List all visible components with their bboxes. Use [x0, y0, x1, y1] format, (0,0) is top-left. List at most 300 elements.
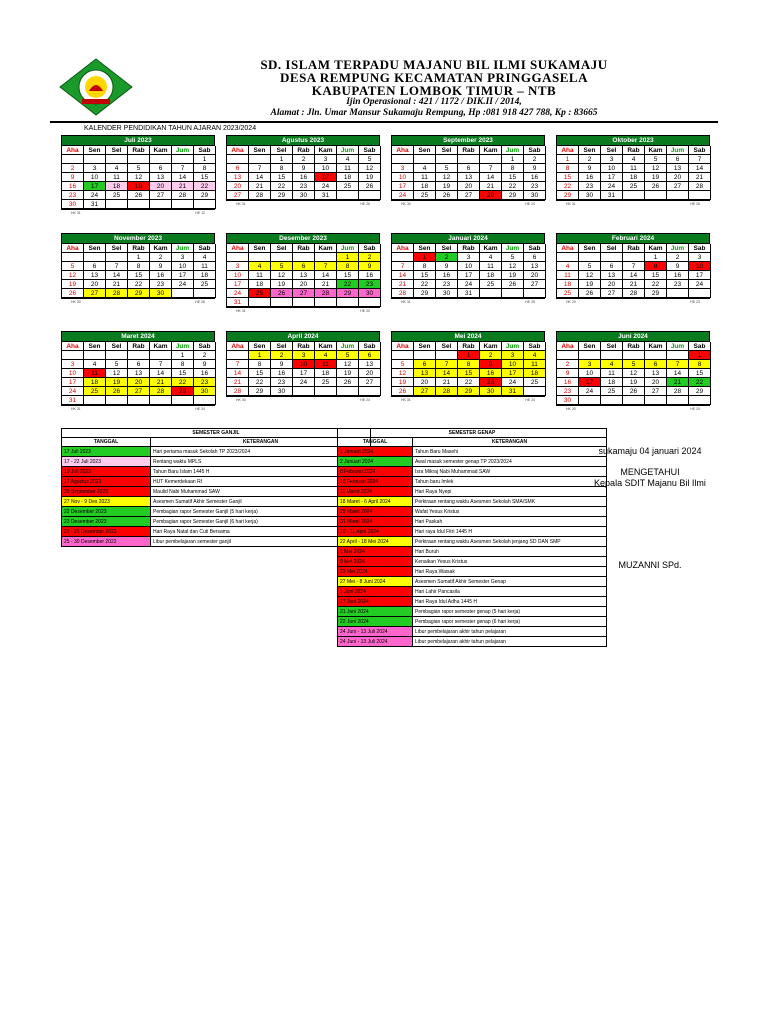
day-cell: 28: [436, 387, 458, 396]
hk-label: HK 30: [71, 300, 81, 304]
day-cell: 21: [172, 182, 194, 191]
day-cell: 5: [436, 164, 458, 173]
event-description: Perkiraan rentang waktu Asesmen Sekolah jenjang SD DAN SMP: [413, 537, 607, 547]
day-cell: 18: [337, 173, 359, 182]
day-cell: 25: [106, 191, 128, 200]
day-cell: 6: [414, 360, 436, 369]
day-cell: 18: [623, 173, 645, 182]
day-cell: 11: [480, 262, 502, 271]
day-cell: 9: [667, 262, 689, 271]
day-cell: 16: [359, 271, 381, 280]
day-cell: 29: [458, 387, 480, 396]
day-cell: 17: [227, 280, 249, 289]
day-cell: 26: [62, 289, 84, 298]
day-cell: 18: [480, 271, 502, 280]
day-name: Sel: [601, 244, 623, 253]
day-cell: 15: [414, 271, 436, 280]
day-cell: 14: [436, 369, 458, 378]
day-cell: 13: [128, 369, 150, 378]
day-cell: 28: [249, 191, 271, 200]
day-cell: 4: [249, 262, 271, 271]
empty-cell: [359, 298, 381, 307]
event-date: 19 Juli 2023: [62, 467, 151, 477]
month-grid: [226, 342, 380, 396]
month-grid: [61, 244, 215, 298]
empty-cell: [194, 289, 216, 298]
month-workday-count: [61, 209, 215, 216]
day-cell: 6: [84, 262, 106, 271]
day-cell: 22: [557, 182, 579, 191]
school-address: Alamat : Jln. Umar Mansur Sukamaju Rempung, Hp :081 918 427 788, Kp : 83665: [270, 108, 598, 118]
day-cell: 18: [414, 182, 436, 191]
day-cell: 11: [337, 164, 359, 173]
calendar-title: KALENDER PENDIDIKAN TAHUN AJARAN 2023/2024: [84, 125, 257, 132]
day-cell: 10: [392, 173, 414, 182]
empty-cell: [392, 253, 414, 262]
event-date: 22 Juni 2024: [338, 617, 413, 627]
day-cell: 23: [150, 280, 172, 289]
day-cell: 13: [293, 271, 315, 280]
hk-label: HK 31: [71, 211, 81, 215]
empty-cell: [315, 253, 337, 262]
day-cell: 1: [271, 155, 293, 164]
empty-cell: [172, 200, 194, 209]
empty-cell: [623, 396, 645, 405]
day-cell: 12: [359, 164, 381, 173]
month-calendar: [391, 331, 545, 403]
day-name: Sel: [436, 244, 458, 253]
empty-cell: [601, 396, 623, 405]
day-cell: 23: [62, 191, 84, 200]
day-cell: 2: [436, 253, 458, 262]
day-cell: 30: [194, 387, 216, 396]
signature-name: MUZANNI SPd.: [618, 560, 682, 570]
day-cell: 7: [249, 164, 271, 173]
empty-cell: [480, 289, 502, 298]
day-cell: 2: [667, 253, 689, 262]
day-cell: 16: [436, 271, 458, 280]
empty-cell: [84, 396, 106, 405]
day-cell: 30: [557, 396, 579, 405]
day-name: Jum: [502, 244, 524, 253]
day-cell: 30: [480, 387, 502, 396]
day-cell: 25: [601, 387, 623, 396]
month-title: April 2024: [226, 331, 380, 342]
empty-cell: [227, 351, 249, 360]
day-cell: 16: [667, 271, 689, 280]
day-name: Sab: [524, 146, 546, 155]
day-cell: 12: [62, 271, 84, 280]
day-cell: 21: [315, 280, 337, 289]
empty-cell: [667, 396, 689, 405]
event-description: Tahun Baru Masehi: [413, 447, 607, 457]
event-date: 22 April - 18 Mei 2024: [338, 537, 413, 547]
he-label: HE 12: [195, 211, 205, 215]
event-row: [338, 497, 607, 507]
empty-cell: [249, 155, 271, 164]
day-name: Sen: [84, 342, 106, 351]
day-cell: 12: [271, 271, 293, 280]
signature-mengetahui: MENGETAHUI: [620, 467, 680, 477]
event-description: Hari Buruh: [413, 547, 607, 557]
day-cell: 11: [194, 262, 216, 271]
empty-cell: [601, 351, 623, 360]
day-name: Jum: [172, 244, 194, 253]
day-cell: 29: [502, 191, 524, 200]
day-cell: 16: [271, 369, 293, 378]
he-label: HE 24: [525, 202, 535, 206]
day-cell: 10: [689, 262, 711, 271]
day-cell: 30: [62, 200, 84, 209]
day-cell: 14: [150, 369, 172, 378]
day-name: Sel: [436, 146, 458, 155]
empty-cell: [194, 396, 216, 405]
day-name: Jum: [667, 342, 689, 351]
day-name: Sab: [194, 146, 216, 155]
day-name: Sel: [436, 342, 458, 351]
day-cell: 14: [480, 173, 502, 182]
day-cell: 4: [315, 351, 337, 360]
empty-cell: [667, 191, 689, 200]
empty-cell: [645, 396, 667, 405]
event-description: HUT Kemerdekaan RI: [151, 477, 371, 487]
event-description: Hari Lahir Pancasila: [413, 587, 607, 597]
day-name: Sen: [414, 146, 436, 155]
event-description: Hari Raya Nyepi: [413, 487, 607, 497]
he-label: HE 26: [360, 202, 370, 206]
day-cell: 1: [502, 155, 524, 164]
event-description: Maulid Nabi Muhammad SAW: [151, 487, 371, 497]
event-date: 1 Januari 2024: [338, 447, 413, 457]
day-cell: 16: [480, 369, 502, 378]
day-cell: 22: [249, 378, 271, 387]
empty-cell: [623, 351, 645, 360]
day-cell: 8: [271, 164, 293, 173]
day-name: Jum: [667, 244, 689, 253]
day-cell: 31: [601, 191, 623, 200]
event-row: [338, 527, 607, 537]
day-cell: 4: [194, 253, 216, 262]
month-calendar: [226, 135, 380, 207]
day-cell: 21: [667, 378, 689, 387]
empty-cell: [337, 298, 359, 307]
day-name: Sab: [359, 146, 381, 155]
day-cell: 11: [249, 271, 271, 280]
day-cell: 10: [458, 262, 480, 271]
month-grid: [391, 146, 545, 200]
day-cell: 5: [359, 155, 381, 164]
day-cell: 25: [623, 182, 645, 191]
day-cell: 21: [623, 280, 645, 289]
day-cell: 26: [359, 182, 381, 191]
day-cell: 2: [557, 360, 579, 369]
day-name: Sen: [84, 244, 106, 253]
day-cell: 8: [249, 360, 271, 369]
day-cell: 11: [601, 369, 623, 378]
empty-cell: [579, 253, 601, 262]
he-label: HE 25: [525, 300, 535, 304]
day-cell: 15: [271, 173, 293, 182]
day-cell: 29: [557, 191, 579, 200]
day-cell: 27: [667, 182, 689, 191]
month-title: Februari 2024: [556, 233, 710, 244]
he-label: HE 26: [690, 202, 700, 206]
school-regency: KABUPATEN LOMBOK TIMUR – NTB: [311, 83, 557, 98]
day-cell: 9: [480, 360, 502, 369]
day-cell: 12: [436, 173, 458, 182]
event-date: 25 - 26 Desember 2023: [62, 527, 151, 537]
day-cell: 3: [84, 164, 106, 173]
empty-cell: [271, 253, 293, 262]
event-date: 9 Mei 2024: [338, 557, 413, 567]
day-name: Sel: [601, 342, 623, 351]
day-name: Jum: [172, 146, 194, 155]
empty-cell: [645, 191, 667, 200]
day-cell: 23: [436, 280, 458, 289]
day-name: Sel: [271, 342, 293, 351]
day-cell: 27: [359, 378, 381, 387]
day-cell: 18: [524, 369, 546, 378]
day-cell: 26: [436, 191, 458, 200]
empty-cell: [689, 289, 711, 298]
day-cell: 11: [623, 164, 645, 173]
day-cell: 11: [106, 173, 128, 182]
day-cell: 14: [689, 164, 711, 173]
day-cell: 31: [227, 298, 249, 307]
event-date: 10 Februari 2024: [338, 477, 413, 487]
empty-cell: [128, 155, 150, 164]
day-cell: 7: [436, 360, 458, 369]
day-cell: 4: [623, 155, 645, 164]
empty-cell: [667, 351, 689, 360]
semester-ganjil-title: SEMESTER GANJIL: [62, 429, 371, 438]
empty-cell: [150, 200, 172, 209]
event-date: 8 Februari 2024: [338, 467, 413, 477]
semester-genap-title: SEMESTER GENAP: [338, 429, 607, 438]
event-date: 18 Maret - 6 April 2024: [338, 497, 413, 507]
event-description: Wafat Yesus Kristus: [413, 507, 607, 517]
day-cell: 23: [271, 378, 293, 387]
day-cell: 22: [689, 378, 711, 387]
day-cell: 20: [524, 271, 546, 280]
day-cell: 28: [623, 289, 645, 298]
day-cell: 9: [62, 173, 84, 182]
day-cell: 26: [106, 387, 128, 396]
month-calendar: [61, 233, 215, 305]
day-cell: 31: [315, 191, 337, 200]
day-cell: 15: [194, 173, 216, 182]
event-row: [338, 577, 607, 587]
empty-cell: [392, 155, 414, 164]
day-cell: 21: [150, 378, 172, 387]
day-cell: 24: [392, 191, 414, 200]
day-cell: 14: [315, 271, 337, 280]
day-name: Kam: [645, 342, 667, 351]
day-cell: 30: [436, 289, 458, 298]
event-row: [338, 457, 607, 467]
day-name: Rab: [458, 146, 480, 155]
day-cell: 2: [293, 155, 315, 164]
day-cell: 20: [667, 173, 689, 182]
month-title: Juli 2023: [61, 135, 215, 146]
empty-cell: [128, 351, 150, 360]
day-name: Rab: [128, 342, 150, 351]
day-cell: 9: [293, 164, 315, 173]
school-village: DESA REMPUNG KECAMATAN PRINGGASELA: [280, 70, 588, 85]
day-name: Aha: [62, 146, 84, 155]
day-cell: 10: [315, 164, 337, 173]
day-cell: 23: [524, 182, 546, 191]
day-cell: 2: [271, 351, 293, 360]
day-cell: 5: [502, 253, 524, 262]
event-date: 11 Maret 2024: [338, 487, 413, 497]
empty-cell: [106, 351, 128, 360]
day-cell: 6: [128, 360, 150, 369]
empty-cell: [249, 253, 271, 262]
day-cell: 26: [645, 182, 667, 191]
day-cell: 8: [458, 360, 480, 369]
event-description: Hari pertama masuk Sekolah TP 2023/2024: [151, 447, 371, 457]
event-description: Libur pembelajaran akhir tahun pelajaran: [413, 627, 607, 637]
day-cell: 26: [623, 387, 645, 396]
day-cell: 25: [337, 182, 359, 191]
day-cell: 30: [579, 191, 601, 200]
day-cell: 31: [458, 289, 480, 298]
day-cell: 9: [194, 360, 216, 369]
empty-cell: [106, 155, 128, 164]
day-name: Sab: [524, 342, 546, 351]
day-cell: 1: [414, 253, 436, 262]
day-cell: 11: [524, 360, 546, 369]
event-description: Hari raya Idul Fitri 1445 H: [413, 527, 607, 537]
signature-role: Kepala SDIT Majanu Bil Ilmi: [594, 478, 706, 488]
day-cell: 20: [227, 182, 249, 191]
day-cell: 1: [172, 351, 194, 360]
hk-label: HK 31: [236, 202, 246, 206]
event-row: [62, 527, 371, 537]
day-cell: 1: [337, 253, 359, 262]
hk-label: HK 31: [71, 407, 81, 411]
day-cell: 17: [84, 182, 106, 191]
empty-cell: [106, 253, 128, 262]
empty-cell: [227, 155, 249, 164]
day-cell: 5: [579, 262, 601, 271]
empty-cell: [436, 351, 458, 360]
day-cell: 29: [414, 289, 436, 298]
semester-genap-table: [337, 428, 607, 647]
day-cell: 24: [458, 280, 480, 289]
day-cell: 5: [106, 360, 128, 369]
day-cell: 18: [601, 378, 623, 387]
event-description: Hari Raya Idul Adha 1445 H: [413, 597, 607, 607]
empty-cell: [249, 298, 271, 307]
day-cell: 21: [392, 280, 414, 289]
day-cell: 22: [414, 280, 436, 289]
day-cell: 7: [480, 164, 502, 173]
day-cell: 31: [62, 396, 84, 405]
day-name: Sab: [359, 342, 381, 351]
event-description: Libur pembelajaran akhir tahun pelajaran: [413, 637, 607, 647]
day-cell: 1: [249, 351, 271, 360]
day-cell: 5: [271, 262, 293, 271]
day-cell: 3: [458, 253, 480, 262]
day-cell: 22: [172, 378, 194, 387]
event-date: 17 - 22 Juli 2023: [62, 457, 151, 467]
day-cell: 28: [392, 289, 414, 298]
day-cell: 20: [128, 378, 150, 387]
event-description: Asesmen Sumatif Akhir Semester Ganjil: [151, 497, 371, 507]
day-cell: 12: [337, 360, 359, 369]
day-cell: 19: [271, 280, 293, 289]
day-cell: 15: [337, 271, 359, 280]
day-cell: 29: [689, 387, 711, 396]
day-cell: 22: [337, 280, 359, 289]
month-title: Mei 2024: [391, 331, 545, 342]
day-name: Kam: [315, 244, 337, 253]
day-cell: 29: [645, 289, 667, 298]
month-title: November 2023: [61, 233, 215, 244]
day-name: Sen: [84, 146, 106, 155]
day-name: Jum: [502, 146, 524, 155]
empty-cell: [106, 200, 128, 209]
day-cell: 13: [458, 173, 480, 182]
day-cell: 28: [172, 191, 194, 200]
day-cell: 4: [601, 360, 623, 369]
day-cell: 20: [645, 378, 667, 387]
day-cell: 29: [172, 387, 194, 396]
day-cell: 26: [579, 289, 601, 298]
day-cell: 27: [645, 387, 667, 396]
day-cell: 17: [689, 271, 711, 280]
day-cell: 3: [315, 155, 337, 164]
school-logo-icon: [56, 57, 136, 117]
day-cell: 15: [172, 369, 194, 378]
day-cell: 8: [172, 360, 194, 369]
day-cell: 13: [414, 369, 436, 378]
he-label: HE 20: [690, 407, 700, 411]
day-cell: 15: [458, 369, 480, 378]
day-cell: 16: [557, 378, 579, 387]
day-cell: 24: [502, 378, 524, 387]
month-title: Oktober 2023: [556, 135, 710, 146]
day-cell: 12: [645, 164, 667, 173]
day-name: Rab: [128, 244, 150, 253]
day-cell: 12: [106, 369, 128, 378]
day-cell: 17: [315, 173, 337, 182]
day-cell: 18: [194, 271, 216, 280]
hk-label: HK 31: [401, 398, 411, 402]
day-cell: 10: [293, 360, 315, 369]
day-name: Rab: [458, 244, 480, 253]
day-cell: 16: [579, 173, 601, 182]
day-cell: 10: [579, 369, 601, 378]
day-cell: 18: [249, 280, 271, 289]
day-name: Rab: [128, 146, 150, 155]
event-row: [338, 597, 607, 607]
day-cell: 6: [293, 262, 315, 271]
day-cell: 17: [601, 173, 623, 182]
event-date: 17 Agustus 2023: [62, 477, 151, 487]
month-workday-count: [226, 396, 380, 403]
event-row: [62, 467, 371, 477]
day-cell: 15: [249, 369, 271, 378]
day-name: Kam: [315, 342, 337, 351]
day-cell: 11: [414, 173, 436, 182]
event-row: [62, 517, 371, 527]
day-cell: 30: [524, 191, 546, 200]
day-cell: 3: [601, 155, 623, 164]
day-cell: 26: [392, 387, 414, 396]
